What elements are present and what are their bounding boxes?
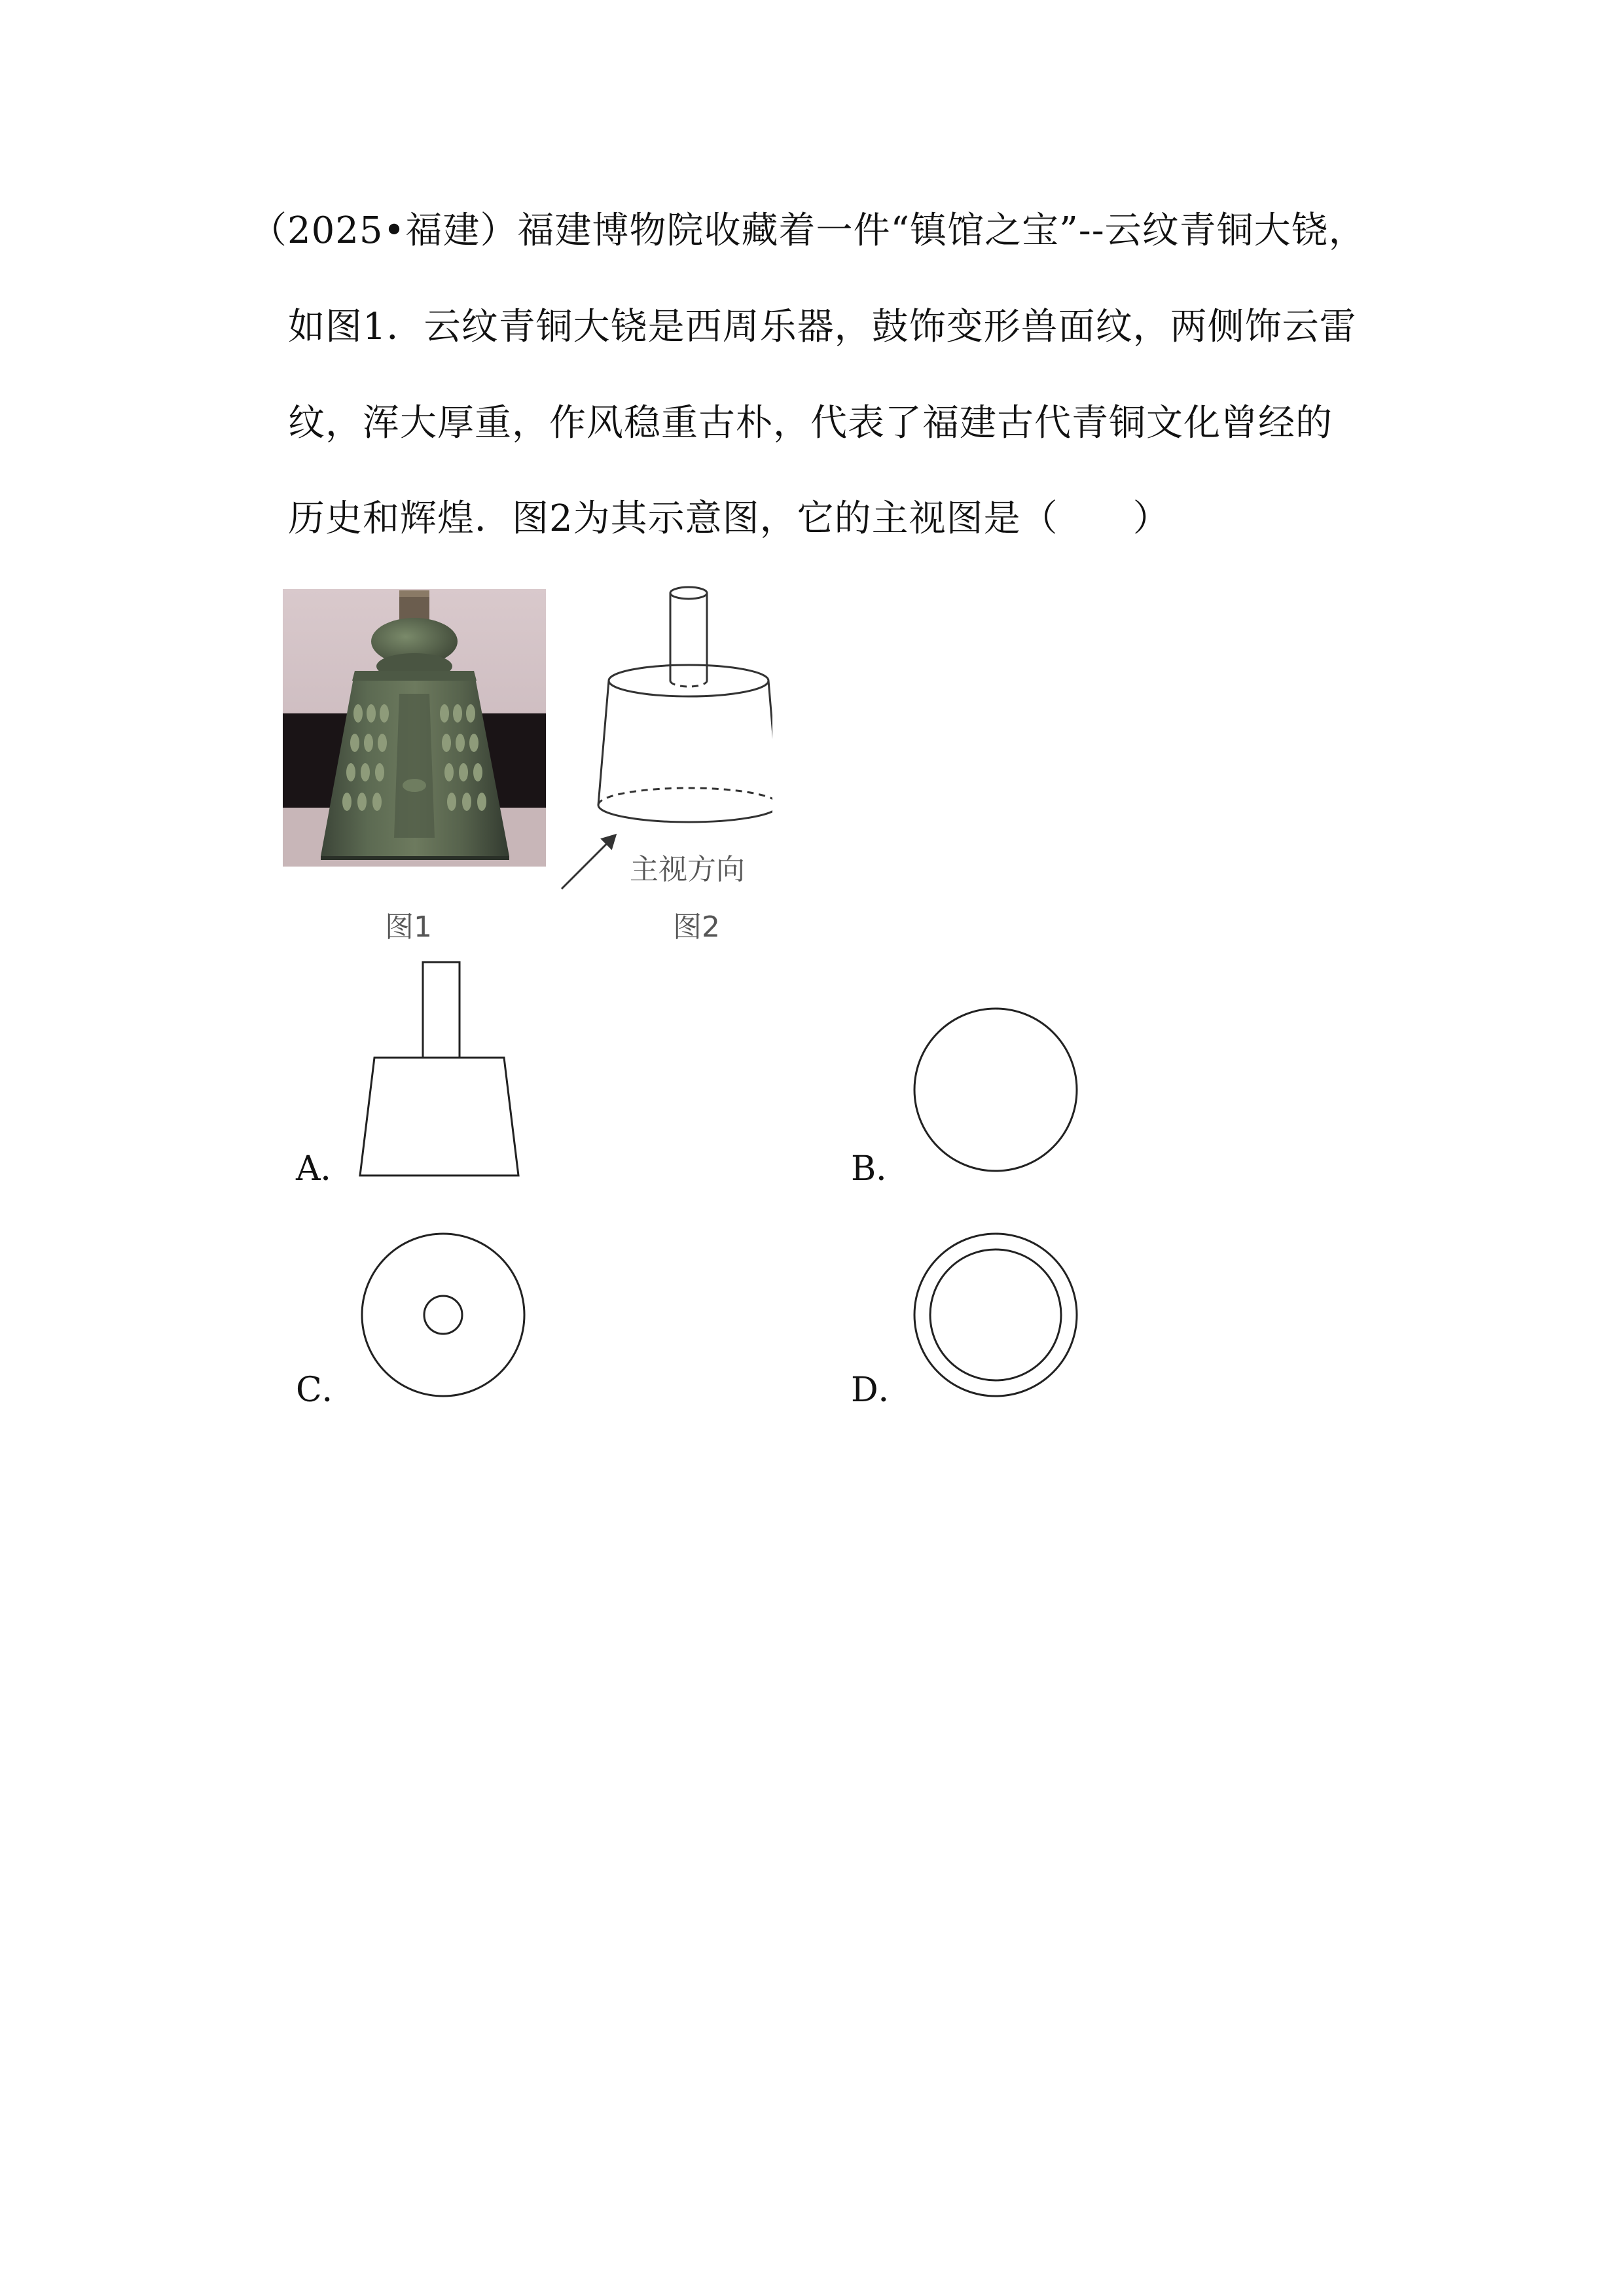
option-b-circle[interactable] xyxy=(910,1001,1081,1178)
option-c-circle-small-center[interactable] xyxy=(357,1227,529,1403)
option-d-concentric-circles[interactable] xyxy=(910,1227,1081,1403)
option-a-label[interactable]: A． xyxy=(296,1149,355,1189)
view-direction-label: 主视方向 xyxy=(630,853,745,886)
option-b-label[interactable]: B． xyxy=(851,1149,911,1189)
figure-1-caption: 图1 xyxy=(385,910,432,944)
question-line-2: 如图1．云纹青铜大铙是西周乐器，鼓饰变形兽面纹，两侧饰云雷 xyxy=(288,306,1357,348)
option-a-trapezoid-cylinder[interactable] xyxy=(359,961,520,1177)
bronze-nao-photo xyxy=(283,589,546,867)
option-d-label[interactable]: D． xyxy=(851,1371,912,1410)
question-line-4: 历史和辉煌．图2为其示意图，它的主视图是（ ） xyxy=(288,497,1170,540)
figure-2-caption: 图2 xyxy=(673,910,720,944)
question-line-1: （2025•福建）福建博物院收藏着一件“镇馆之宝”--云纹青铜大铙， xyxy=(250,209,1366,252)
option-c-label[interactable]: C． xyxy=(296,1371,356,1410)
question-line-3: 纹，浑大厚重，作风稳重古朴，代表了福建古代青铜文化曾经的 xyxy=(288,402,1333,444)
